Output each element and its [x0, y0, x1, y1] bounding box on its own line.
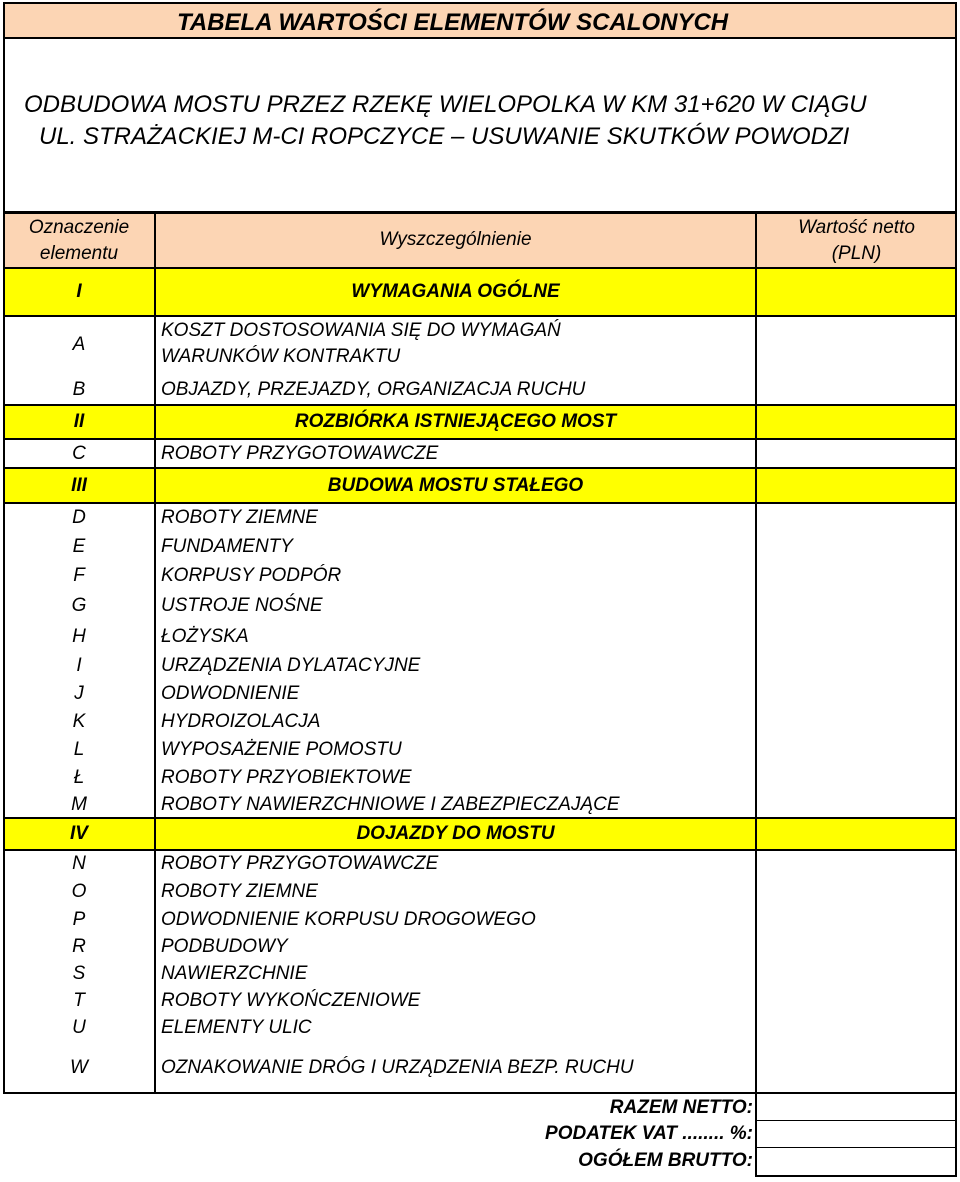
row-code: M [71, 794, 87, 815]
header-value-cell [756, 212, 957, 268]
row-desc: ROBOTY PRZYGOTOWAWCZE [161, 443, 439, 464]
row-code: F [73, 565, 85, 586]
row-desc: KORPUSY PODPÓR [161, 565, 342, 586]
row-code: D [72, 507, 86, 528]
row-code: K [72, 711, 86, 732]
totals-value-box [755, 1092, 957, 1176]
row-code: I [3, 268, 155, 316]
row-code: I [76, 655, 82, 676]
row-desc: ŁOŻYSKA [161, 626, 249, 647]
row-code: III [3, 468, 155, 503]
totals-separator [755, 1175, 957, 1177]
row-code: N [72, 853, 86, 874]
row-desc: OZNAKOWANIE DRÓG I URZĄDZENIA BEZP. RUCHU [161, 1057, 634, 1078]
subtitle-box [3, 38, 957, 213]
row-desc: ODWODNIENIE KORPUSU DROGOWEGO [161, 909, 536, 930]
row-code: A [72, 334, 86, 355]
grid-line [3, 817, 957, 819]
row-code: J [74, 683, 84, 704]
header-desc-cell: Wyszczególnienie [155, 212, 756, 268]
row-desc [155, 316, 756, 374]
row-desc: HYDROIZOLACJA [161, 711, 321, 732]
grid-line [3, 212, 5, 1093]
row-desc: ROBOTY PRZYOBIEKTOWE [161, 767, 412, 788]
header-code-cell [3, 212, 155, 268]
row-value [756, 405, 957, 439]
row-desc: URZĄDZENIA DYLATACYJNE [161, 655, 421, 676]
row-code: L [73, 739, 85, 760]
row-desc: OBJAZDY, PRZEJAZDY, ORGANIZACJA RUCHU [161, 379, 586, 400]
row-desc: BUDOWA MOSTU STAŁEGO [155, 468, 756, 503]
total-net-label: RAZEM NETTO: [609, 1097, 753, 1118]
table-title: TABELA WARTOŚCI ELEMENTÓW SCALONYCH [3, 2, 957, 39]
row-code: B [72, 379, 86, 400]
row-code: C [72, 443, 86, 464]
grid-line [955, 212, 957, 1093]
grid-line [154, 212, 156, 1093]
row-code: E [72, 536, 86, 557]
row-desc: FUNDAMENTY [161, 536, 293, 557]
row-desc: ODWODNIENIE [161, 683, 300, 704]
row-code: O [71, 881, 87, 902]
row-desc: WYMAGANIA OGÓLNE [155, 268, 756, 316]
grid-line [3, 212, 957, 214]
grid-line [3, 849, 957, 851]
row-desc: ROZBIÓRKA ISTNIEJĄCEGO MOST [155, 405, 756, 439]
row-desc: WYPOSAŻENIE POMOSTU [161, 739, 402, 760]
row-code: S [72, 963, 86, 984]
row-desc: DOJAZDY DO MOSTU [155, 818, 756, 850]
total-gross-label: OGÓŁEM BRUTTO: [578, 1150, 753, 1171]
totals-separator [756, 1147, 955, 1148]
subtitle-line-2: UL. STRAŻACKIEJ M-CI ROPCZYCE – USUWANIE SKUTKÓW POWODZI [39, 123, 850, 150]
header-value-line-2: (PLN) [831, 243, 882, 264]
row-code: P [72, 909, 86, 930]
row-code: W [70, 1057, 88, 1078]
row-value [756, 268, 957, 316]
project-subtitle [24, 89, 949, 153]
header-value-line-1: Wartość netto [798, 217, 915, 238]
grid-line [3, 267, 957, 269]
row-code: R [72, 936, 86, 957]
row-code: T [73, 990, 85, 1011]
row-code: Ł [73, 767, 85, 788]
grid-line [3, 502, 957, 504]
row-desc: ROBOTY WYKOŃCZENIOWE [161, 990, 421, 1011]
grid-line [755, 212, 757, 1176]
header-code-line-2: elementu [39, 243, 119, 264]
row-desc-line-1: KOSZT DOSTOSOWANIA SIĘ DO WYMAGAŃ [161, 320, 561, 341]
grid-line [3, 438, 957, 440]
row-value [756, 468, 957, 503]
row-code: H [72, 626, 86, 647]
grid-line [3, 315, 957, 317]
row-desc-line-2: WARUNKÓW KONTRAKTU [161, 346, 401, 367]
row-desc: PODBUDOWY [161, 936, 288, 957]
subtitle-line-1: ODBUDOWA MOSTU PRZEZ RZEKĘ WIELOPOLKA W KM 31+620 W CIĄGU [24, 91, 867, 118]
grid-line [3, 467, 957, 469]
totals-separator [756, 1120, 955, 1121]
row-desc: ROBOTY ZIEMNE [161, 881, 318, 902]
row-desc: NAWIERZCHNIE [161, 963, 308, 984]
row-desc: ROBOTY NAWIERZCHNIOWE I ZABEZPIECZAJĄCE [161, 794, 620, 815]
row-code: II [3, 405, 155, 439]
row-desc: ELEMENTY ULIC [161, 1017, 312, 1038]
row-desc: USTROJE NOŚNE [161, 595, 323, 616]
grid-line [3, 404, 957, 406]
total-vat-label: PODATEK VAT ........ %: [545, 1123, 753, 1144]
row-value [756, 818, 957, 850]
row-desc: ROBOTY PRZYGOTOWAWCZE [161, 853, 439, 874]
row-desc: ROBOTY ZIEMNE [161, 507, 318, 528]
row-code: IV [3, 818, 155, 850]
row-code: G [71, 595, 87, 616]
header-code-line-1: Oznaczenie [28, 217, 130, 238]
row-code: U [72, 1017, 86, 1038]
